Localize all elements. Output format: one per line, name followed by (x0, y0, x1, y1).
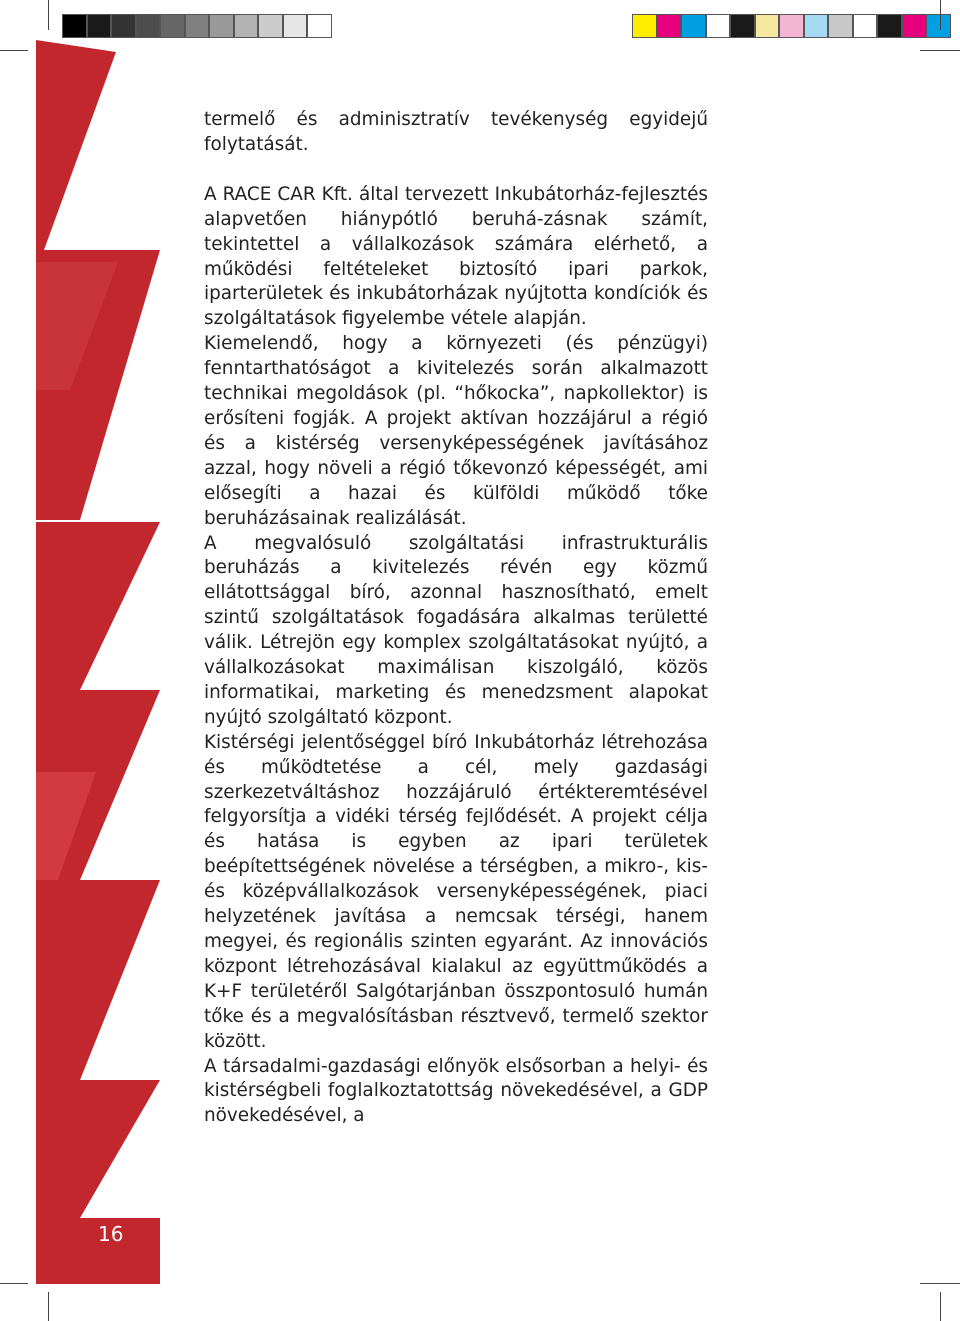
color-swatch (779, 14, 804, 38)
paragraph: A RACE CAR Kft. által tervezett Inkubátorház-fejlesztés alapvetően hiánypótló beruhá-zásnak számít, tekintettel a vállalkozások számára elérhető, a működési feltételeket biztosító ipari parkok, iparterületek és inkubátorházak nyújtotta kondíciók és szolgáltatások figyelembe vétele alapján. (204, 183, 708, 330)
color-swatch (926, 14, 951, 38)
color-swatch (730, 14, 755, 38)
paragraph: termelő és adminisztratív tevékenység egyidejű folytatását. (204, 109, 708, 155)
paragraph: Kistérségi jelentőséggel bíró Inkubátorház létrehozása és működtetése a cél, mely gazdasági szerkezetváltáshoz hozzájáruló értékteremtésével felgyorsítja a vidéki térség fejlődését. A projekt célja és hatása is egyben az ipari területek beépítettségének növelése a térségben, a mikro-, kis- és középvállalkozások versenyképességének, piaci helyzetének javítása a nemcsak térségi, hanem megyei, és regionális szinten egyaránt. Az innovációs központ létrehozásával kialakul az együttműködés a K+F területéről Salgótarjánban összpontosuló humán tőke és a megvalósításban résztvevő, termelő szektor között. (204, 731, 708, 1052)
color-swatch (828, 14, 853, 38)
color-swatch (234, 14, 259, 38)
paragraph: A megvalósuló szolgáltatási infrastrukturális beruházás a kivitelezés révén egy közmű ellátottsággal bíró, azonnal hasznosítható, emelt szintű szolgáltatások fogadására alkalmas területté válik. Létrejön egy komplex szolgáltatásokat nyújtó, a vállalkozásokat maximálisan kiszolgáló, közös informatikai, marketing és menedzsment alapokat nyújtó szolgáltató központ. (204, 532, 708, 728)
color-swatch (209, 14, 234, 38)
color-swatch (804, 14, 829, 38)
cmyk-color-bar (632, 14, 951, 38)
body-text (204, 108, 708, 1129)
page-number: 16 (98, 1222, 124, 1246)
color-swatch (706, 14, 731, 38)
color-swatch (755, 14, 780, 38)
color-swatch (307, 14, 332, 38)
color-swatch (657, 14, 682, 38)
paragraph: Kiemelendő, hogy a környezeti (és pénzügyi) fenntarthatóságot a kivitelezés során alkalmazott technikai megoldások (pl. “hőkocka”, napkollektor) is erősíteni fogják. A projekt aktívan hozzájárul a régió és a kistérség versenyképességének javításához azzal, hogy növeli a régió tőkevonzó képességét, ami elősegíti a hazai és külföldi működő tőke beruházásainak realizálását. (204, 333, 708, 529)
color-swatch (902, 14, 927, 38)
color-swatch (681, 14, 706, 38)
color-swatch (877, 14, 902, 38)
color-swatch (258, 14, 283, 38)
paragraph: A társadalmi-gazdasági előnyök elsősorban a helyi- és kistérségbeli foglalkoztatottság növekedésével, a GDP növekedésével, a (204, 1055, 708, 1127)
color-swatch (283, 14, 308, 38)
color-swatch (632, 14, 657, 38)
red-band-decoration (0, 0, 200, 1321)
color-swatch (853, 14, 878, 38)
